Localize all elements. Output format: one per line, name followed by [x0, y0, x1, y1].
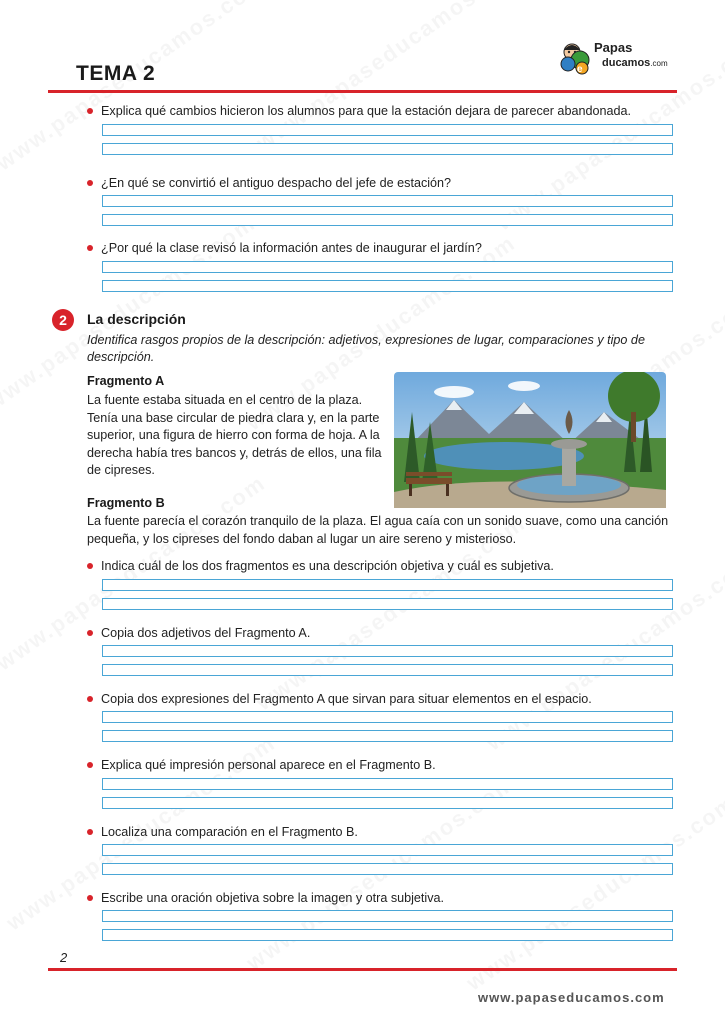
logo — [558, 38, 678, 78]
question-item: Explica qué impresión personal aparece en el Fragmento B. — [87, 758, 436, 772]
answer-line[interactable] — [102, 711, 673, 723]
fragment-a-title: Fragmento A — [87, 374, 165, 388]
page-number: 2 — [60, 950, 68, 965]
logo-text-papas: Papas — [594, 40, 633, 55]
fountain-park-illustration — [394, 372, 666, 508]
fragment-b-title: Fragmento B — [87, 496, 165, 510]
answer-line[interactable] — [102, 124, 673, 136]
logo-text-ducamos: ducamos.com — [602, 57, 668, 69]
question-item: Localiza una comparación en el Fragmento B. — [87, 825, 358, 839]
bullet-icon — [87, 895, 93, 901]
footer-divider — [48, 968, 677, 971]
answer-line[interactable] — [102, 929, 673, 941]
bullet-icon — [87, 180, 93, 186]
answer-line[interactable] — [102, 579, 673, 591]
svg-text:e: e — [577, 64, 583, 75]
fragment-b-text: La fuente parecía el corazón tranquilo de la plaza. El agua caía con un sonido suave, como una canción pequeña, y los cipreses del fondo daban al lugar un aire sereno y misterioso. — [87, 514, 669, 546]
question-item: ¿Por qué la clase revisó la información antes de inaugurar el jardín? — [87, 241, 482, 255]
answer-line[interactable] — [102, 844, 673, 856]
bullet-icon — [87, 829, 93, 835]
answer-line[interactable] — [102, 195, 673, 207]
answer-line[interactable] — [102, 598, 673, 610]
kids-logo-icon — [558, 38, 598, 78]
answer-line[interactable] — [102, 645, 673, 657]
bullet-icon — [87, 563, 93, 569]
answer-line[interactable] — [102, 280, 673, 292]
bullet-icon — [87, 762, 93, 768]
page-title: TEMA 2 — [76, 62, 156, 85]
answer-line[interactable] — [102, 143, 673, 155]
question-item: Copia dos expresiones del Fragmento A que sirvan para situar elementos en el espacio. — [87, 692, 592, 706]
watermark-text — [462, 790, 725, 996]
question-item: ¿En qué se convirtió el antiguo despacho del jefe de estación? — [87, 176, 451, 190]
footer-url[interactable]: www.papaseducamos.com — [478, 990, 665, 1005]
question-item: Explica qué cambios hicieron los alumnos para que la estación dejara de parecer abandonada. — [87, 104, 631, 118]
answer-line[interactable] — [102, 730, 673, 742]
header-divider — [48, 90, 677, 93]
answer-line[interactable] — [102, 863, 673, 875]
question-item: Copia dos adjetivos del Fragmento A. — [87, 626, 310, 640]
answer-line[interactable] — [102, 664, 673, 676]
section-instruction: Identifica rasgos propios de la descripción: adjetivos, expresiones de lugar, comparaciones y tipo de descripción. — [87, 333, 645, 364]
section-title: La descripción — [87, 311, 186, 327]
question-item: Indica cuál de los dos fragmentos es una descripción objetiva y cuál es subjetiva. — [87, 559, 554, 573]
bullet-icon — [87, 630, 93, 636]
question-item: Escribe una oración objetiva sobre la imagen y otra subjetiva. — [87, 891, 444, 905]
fragment-a-text: La fuente estaba situada en el centro de la plaza. Tenía una base circular de piedra clara y, en la parte superior, una figura de hierro con forma de hoja. A la derecha había tres bancos y, detrás de ellos, una fila de cipreses. — [87, 393, 382, 477]
bullet-icon — [87, 696, 93, 702]
answer-line[interactable] — [102, 910, 673, 922]
answer-line[interactable] — [102, 797, 673, 809]
section-number-badge: 2 — [52, 309, 74, 331]
answer-line[interactable] — [102, 214, 673, 226]
bullet-icon — [87, 245, 93, 251]
answer-line[interactable] — [102, 261, 673, 273]
answer-line[interactable] — [102, 778, 673, 790]
bullet-icon — [87, 108, 93, 114]
